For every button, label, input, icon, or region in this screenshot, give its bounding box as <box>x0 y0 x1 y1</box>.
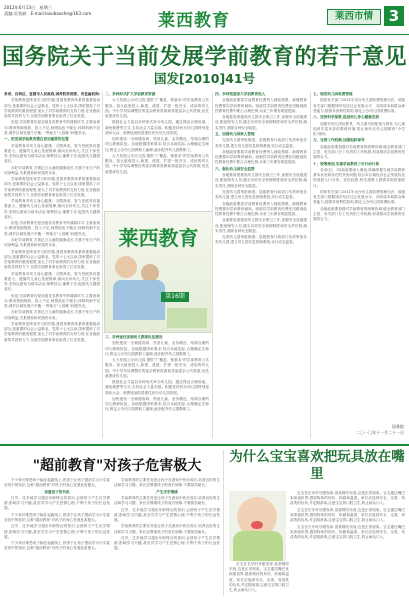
paragraph: 各级政府要加强对学前教育的统筹协调,健全教育部门主管、有关部门分工负责的工作机制,形成推动学前教育发展的合力。 <box>313 144 405 160</box>
section-divider <box>0 444 409 446</box>
paragraph: 宝宝在长牙时牙龈发痒,喜欢啃咬东西,这是正常现象。宝宝通过嘴巴来探索世界,感知物体的形状、软硬和温度。家长应选择安全、无毒、易清洗的玩具,并定期消毒,注意宝宝的口腔卫生,防止病从口入。 <box>290 524 405 539</box>
paragraph: 但是,学前教育仍是各级各类教育中的薄弱环节,主要表现为:教育资源短缺、投入不足,师资队伍不健全,体制机制不完善,城乡区域发展不平衡,一些地方"入园难"问题突出。 <box>4 221 100 236</box>
paragraph: 鼓励社会力量以多种形式举办幼儿园。通过保证合理用地、减免税费等方式,支持社会力量办园。积极扶持民办幼儿园特别是面向大众、收费较低的普惠性民办幼儿园发展。 <box>105 120 209 135</box>
baby-clothing <box>233 531 283 561</box>
child-photo <box>115 256 137 278</box>
paragraph: 各级政府要将学前教育经费列入财政预算。新增教育经费要向学前教育倾斜。财政性学前教育经费在同级财政性教育经费中要占合理比例,未来三年要有明显提高。 <box>215 149 307 165</box>
paragraph: 完善幼儿园审批制度。县级教育行政部门负责审批各类幼儿园,建立幼儿园信息管理系统,实行动态监管。 <box>215 138 307 148</box>
paragraph: 加快建设一支师德高尚、热爱儿童、业务精良、结构合理的幼儿教师队伍。各地根据国家要求,结合本地实际,合理确定生师比,核定公办幼儿园教职工编制,逐步配齐幼儿园教职工。 <box>105 341 209 356</box>
paragraph: 学前教育是终身学习的开端,是国民教育体系的重要组成部分,是重要的社会公益事业。党的十七大以来,国家提高了对学前教育的重视程度,加大了对学前教育的支持力度,在各级政府的共同努力下,全国学前教育事业取得了长足发展。 <box>4 321 100 342</box>
column-divider <box>310 92 311 438</box>
paragraph: 国家有关部门2011年出台幼儿园收费管理办法。省级有关部门根据城乡经济社会发展水平、办园成本和群众承受能力,按照非营利性原则,制定公办幼儿园收费标准。 <box>313 189 405 205</box>
section-heading: 六、强化幼儿园安全监管 <box>215 166 255 171</box>
paragraph: 鼓励社会力量以多种形式举办幼儿园。通过保证合理用地、减免税费等方式,支持社会力量办园。积极扶持民办幼儿园特别是面向大众、收费较低的普惠性民办幼儿园发展。 <box>105 380 209 395</box>
child-clothing <box>113 280 165 320</box>
article-column-3 <box>215 92 307 438</box>
paragraph: 学前教育对幼儿身心健康、习惯养成、智力发展具有重要意义。遵循幼儿身心发展规律,面向全体幼儿,关注个体差异,坚持以游戏为基本活动,保教结合,寓教于乐,促进幼儿健康成长。 <box>4 199 100 219</box>
section-heading: 九、完善工作机制,加强组织领导 <box>313 138 365 143</box>
paragraph: 办好学前教育,关系亿万儿童的健康成长,关系千家万户的切身利益,关系国家和民族的未来。 <box>4 165 100 175</box>
article-column-4 <box>313 92 405 422</box>
paragraph: 过早、过多地学习超出年龄特点的知识,会使孩子产生厌学情绪,影响学习兴趣,甚至对学习产生恐惧心理,不利于孩子的长远发展。 <box>4 524 110 539</box>
issue-date: 2012年6月13日 星期三 <box>4 5 52 10</box>
paragraph: 大力发展公办幼儿园,提供"广覆盖、保基本"的学前教育公共服务。加大政府投入,新建、改建、扩建一批安全、适用的幼儿园。中小学布局调整后的富余教育资源和其他富余公共资源,优先改建成幼儿园。 <box>105 358 209 378</box>
paragraph: 不少家长唯恐孩子输在起跑线上,热衷于让孩子提前学习小学甚至初中的知识,这种"超前教育"对孩子的身心发展危害极大。 <box>4 512 110 522</box>
paragraph: 宝宝在长牙时牙龈发痒,喜欢啃咬东西,这是正常现象。宝宝通过嘴巴来探索世界,感知物体的形状、软硬和温度。家长应选择安全、无毒、易清洗的玩具,并定期消毒,注意宝宝的口腔卫生,防止病从口入。 <box>290 507 405 523</box>
document-number: 国发[2010]41号 <box>153 71 256 86</box>
paragraph: 但是,学前教育仍是各级各类教育中的薄弱环节,主要表现为:教育资源短缺、投入不足,师资队伍不健全,体制机制不完善,城乡区域发展不平衡,一些地方"入园难"问题突出。 <box>4 120 100 135</box>
paragraph: 大力发展公办幼儿园,提供"广覆盖、保基本"的学前教育公共服务。加大政府投入,新建、改建、扩建一批安全、适用的幼儿园。中小学布局调整后的富余教育资源和其他富余公共资源,优先改建成幼儿园。 <box>105 98 209 118</box>
paragraph: 各地要高度重视幼儿园安全保卫工作,加强安全设施建设,配备保安人员,健全各项安全管理制度和安全责任制,落实责任,消除各种安全隐患。 <box>215 115 307 130</box>
bottom-right-column-1 <box>290 491 405 596</box>
paragraph: 各省(区、市)政府要深入调查,准确掌握当地学前教育基本状况和存在的突出问题,结合本区域经济社会发展状况和适龄人口分布、变化趋势,科学测算入园需求和供需缺口。 <box>313 167 405 188</box>
paragraph: 过早、过多地学习超出年龄特点的知识,会使孩子产生厌学情绪,影响学习兴趣,甚至对学习产生恐惧心理,不利于孩子的长远发展。 <box>4 495 110 511</box>
paragraph: 学前教育的主要任务是让孩子在游戏中快乐成长,培养良好的生活和学习习惯。家长应尊重孩子的成长规律,不要拔苗助长。 <box>114 524 220 534</box>
cover-issue: 第16期 <box>161 292 189 302</box>
paragraph: 学前教育是终身学习的开端,是国民教育体系的重要组成部分,是重要的社会公益事业。党的十七大以来,国家提高了对学前教育的重视程度,加大了对学前教育的支持力度,在各级政府的共同努力下,全国学前教育事业取得了长足发展。 <box>4 249 100 270</box>
section-heading: 一、把发展学前教育摆在更加重要的位置 <box>4 137 69 142</box>
paragraph: 过早、过多地学习超出年龄特点的知识,会使孩子产生厌学情绪,影响学习兴趣,甚至对学习产生恐惧心理,不利于孩子的长远发展。 <box>114 507 220 522</box>
editor-contact: 责编:吴英斌 E-mail:laixibaoshe@163.com <box>4 10 92 16</box>
section-heading: 十、统筹规划,实施学前教育三年行动计划 <box>313 161 379 166</box>
bottom-left-column-1 <box>4 478 110 596</box>
paragraph: 加快建设一支师德高尚、热爱儿童、业务精良、结构合理的幼儿教师队伍。各地根据国家要求,结合本地实际,合理确定生师比,核定公办幼儿园教职工编制,逐步配齐幼儿园教职工。 <box>105 396 209 412</box>
paragraph: 学前教育的主要任务是让孩子在游戏中快乐成长,培养良好的生活和学习习惯。家长应尊重孩子的成长规律,不要拔苗助长。 <box>114 495 220 506</box>
article-salutation: 各省、自治区、直辖市人民政府,国务院各部委、各直属机构: <box>4 92 100 96</box>
column-divider <box>212 92 213 438</box>
section-heading: 五、加强幼儿园准入管理 <box>215 131 255 136</box>
issue-meta <box>4 5 124 16</box>
column-divider <box>102 92 103 438</box>
paragraph: 不少家长唯恐孩子输在起跑线上,热衷于让孩子提前学习小学甚至初中的知识,这种"超前教育"对孩子的身心发展危害极大。 <box>4 478 110 488</box>
section-heading: 四、多种渠道加大学前教育投入 <box>215 92 266 96</box>
section-heading: 七、规范幼儿园收费管理 <box>313 92 353 96</box>
paragraph: 各级政府要加强对学前教育的统筹协调,健全教育部门主管、有关部门分工负责的工作机制,形成推动学前教育发展的合力。 <box>313 206 405 222</box>
subheading: 加重孩子的负担 <box>44 489 70 494</box>
section-heading: 三、多种途径加强幼儿教师队伍建设 <box>105 335 163 339</box>
paragraph: 各级政府要将学前教育经费列入财政预算。新增教育经费要向学前教育倾斜。财政性学前教育经费在同级财政性教育经费中要占合理比例,未来三年要有明显提高。 <box>215 201 307 216</box>
paragraph: 学前教育对幼儿身心健康、习惯养成、智力发展具有重要意义。遵循幼儿身心发展规律,面向全体幼儿,关注个体差异,坚持以游戏为基本活动,保教结合,寓教于乐,促进幼儿健康成长。 <box>4 143 100 164</box>
bottom-right-headline: 为什么宝宝喜欢把玩具放在嘴里 <box>229 449 405 482</box>
baby-photo <box>229 491 286 561</box>
paragraph: 宝宝在长牙时牙龈发痒,喜欢啃咬东西,这是正常现象。宝宝通过嘴巴来探索世界,感知物体的形状、软硬和温度。家长应选择安全、无毒、易清洗的玩具,并定期消毒,注意宝宝的口腔卫生,防止病从口入。 <box>229 562 289 593</box>
paragraph: 完善幼儿园审批制度。县级教育行政部门负责审批各类幼儿园,建立幼儿园信息管理系统,实行动态监管。 <box>215 189 307 200</box>
section-heading: 八、坚持科学保教,促进幼儿身心健康发展 <box>313 115 379 120</box>
paragraph: 过早、过多地学习超出年龄特点的知识,会使孩子产生厌学情绪,影响学习兴趣,甚至对学习产生恐惧心理,不利于孩子的长远发展。 <box>114 535 220 551</box>
page-number: 3 <box>384 6 404 26</box>
paragraph: 学前教育是终身学习的开端,是国民教育体系的重要组成部分,是重要的社会公益事业。党的十七大以来,国家提高了对学前教育的重视程度,加大了对学前教育的支持力度,在各级政府的共同努力下,全国学前教育事业取得了长足发展。 <box>4 177 100 197</box>
paragraph: 国家有关部门2011年出台幼儿园收费管理办法。省级有关部门根据城乡经济社会发展水平、办园成本和群众承受能力,按照非营利性原则,制定公办幼儿园收费标准。 <box>313 98 405 113</box>
section-heading: 二、多种形式扩大学前教育资源 <box>105 92 156 96</box>
main-headline: 国务院关于当前发展学前教育的若干意见 <box>1 45 407 70</box>
paragraph: 各级政府要将学前教育经费列入财政预算。新增教育经费要向学前教育倾斜。财政性学前教育经费在同级财政性教育经费中要占合理比例,未来三年要有明显提高。 <box>215 98 307 113</box>
signoff-date: 二〇一〇年十一月二十一日 <box>356 430 404 435</box>
paragraph: 大力发展公办幼儿园,提供"广覆盖、保基本"的学前教育公共服务。加大政府投入,新建、改建、扩建一批安全、适用的幼儿园。中小学布局调整后的富余教育资源和其他富余公共资源,优先改建成幼儿园。 <box>105 153 209 174</box>
signoff-org: 国务院 <box>392 424 404 429</box>
bottom-right-column-2 <box>229 562 289 596</box>
paragraph: 加强对幼儿园玩教具、幼儿图书的配备与指导,为儿童创设丰富多彩的教育环境,防止和纠正幼儿园教育"小学化"倾向。 <box>313 121 405 136</box>
paragraph: 宝宝在长牙时牙龈发痒,喜欢啃咬东西,这是正常现象。宝宝通过嘴巴来探索世界,感知物体的形状、软硬和温度。家长应选择安全、无毒、易清洗的玩具,并定期消毒,注意宝宝的口腔卫生,防止病从口入。 <box>290 491 405 506</box>
paragraph: 加快建设一支师德高尚、热爱儿童、业务精良、结构合理的幼儿教师队伍。各地根据国家要求,结合本地实际,合理确定生师比,核定公办幼儿园教职工编制,逐步配齐幼儿园教职工。 <box>105 137 209 152</box>
magazine-cover-image <box>104 211 213 333</box>
paragraph: 不少家长唯恐孩子输在起跑线上,热衷于让孩子提前学习小学甚至初中的知识,这种"超前教育"对孩子的身心发展危害极大。 <box>4 541 110 551</box>
paragraph: 办好学前教育,关系亿万儿童的健康成长,关系千家万户的切身利益,关系国家和民族的未来。 <box>4 237 100 248</box>
article-column-2-top <box>105 92 209 208</box>
paragraph: 完善幼儿园审批制度。县级教育行政部门负责审批各类幼儿园,建立幼儿园信息管理系统,实行动态监管。 <box>215 235 307 245</box>
paragraph: 但是,学前教育仍是各级各类教育中的薄弱环节,主要表现为:教育资源短缺、投入不足,师资队伍不健全,体制机制不完善,城乡区域发展不平衡,一些地方"入园难"问题突出。 <box>4 293 100 308</box>
section-label: 莱西市情 <box>327 9 381 25</box>
bottom-left-column-2 <box>114 478 220 596</box>
article-column-1 <box>4 92 100 438</box>
paragraph: 学前教育对幼儿身心健康、习惯养成、智力发展具有重要意义。遵循幼儿身心发展规律,面向全体幼儿,关注个体差异,坚持以游戏为基本活动,保教结合,寓教于乐,促进幼儿健康成长。 <box>4 271 100 292</box>
cover-title: 莱西教育 <box>118 226 199 250</box>
paragraph: 各地要高度重视幼儿园安全保卫工作,加强安全设施建设,配备保安人员,健全各项安全管理制度和安全责任制,落实责任,消除各种安全隐患。 <box>215 173 307 188</box>
cover-decoration <box>167 308 207 328</box>
article-column-2-bottom <box>105 335 209 439</box>
paragraph: 各地要高度重视幼儿园安全保卫工作,加强安全设施建设,配备保安人员,健全各项安全管理制度和安全责任制,落实责任,消除各种安全隐患。 <box>215 218 307 233</box>
signoff <box>340 424 404 436</box>
subheading: 产生厌学情绪 <box>156 489 178 494</box>
paragraph: 学前教育是终身学习的开端,是国民教育体系的重要组成部分,是重要的社会公益事业。党的十七大以来,国家提高了对学前教育的重视程度,加大了对学前教育的支持力度,在各级政府的共同努力下,全国学前教育事业取得了长足发展。 <box>4 98 100 118</box>
column-divider <box>223 450 224 596</box>
paragraph: 学前教育的主要任务是让孩子在游戏中快乐成长,培养良好的生活和学习习惯。家长应尊重孩子的成长规律,不要拔苗助长。 <box>114 478 220 488</box>
toy <box>251 521 263 529</box>
newspaper-brand: 莱西教育 <box>158 11 230 31</box>
paragraph: 办好学前教育,关系亿万儿童的健康成长,关系千家万户的切身利益,关系国家和民族的未来。 <box>4 310 100 320</box>
bottom-left-headline: "超前教育"对孩子危害极大 <box>32 458 202 474</box>
